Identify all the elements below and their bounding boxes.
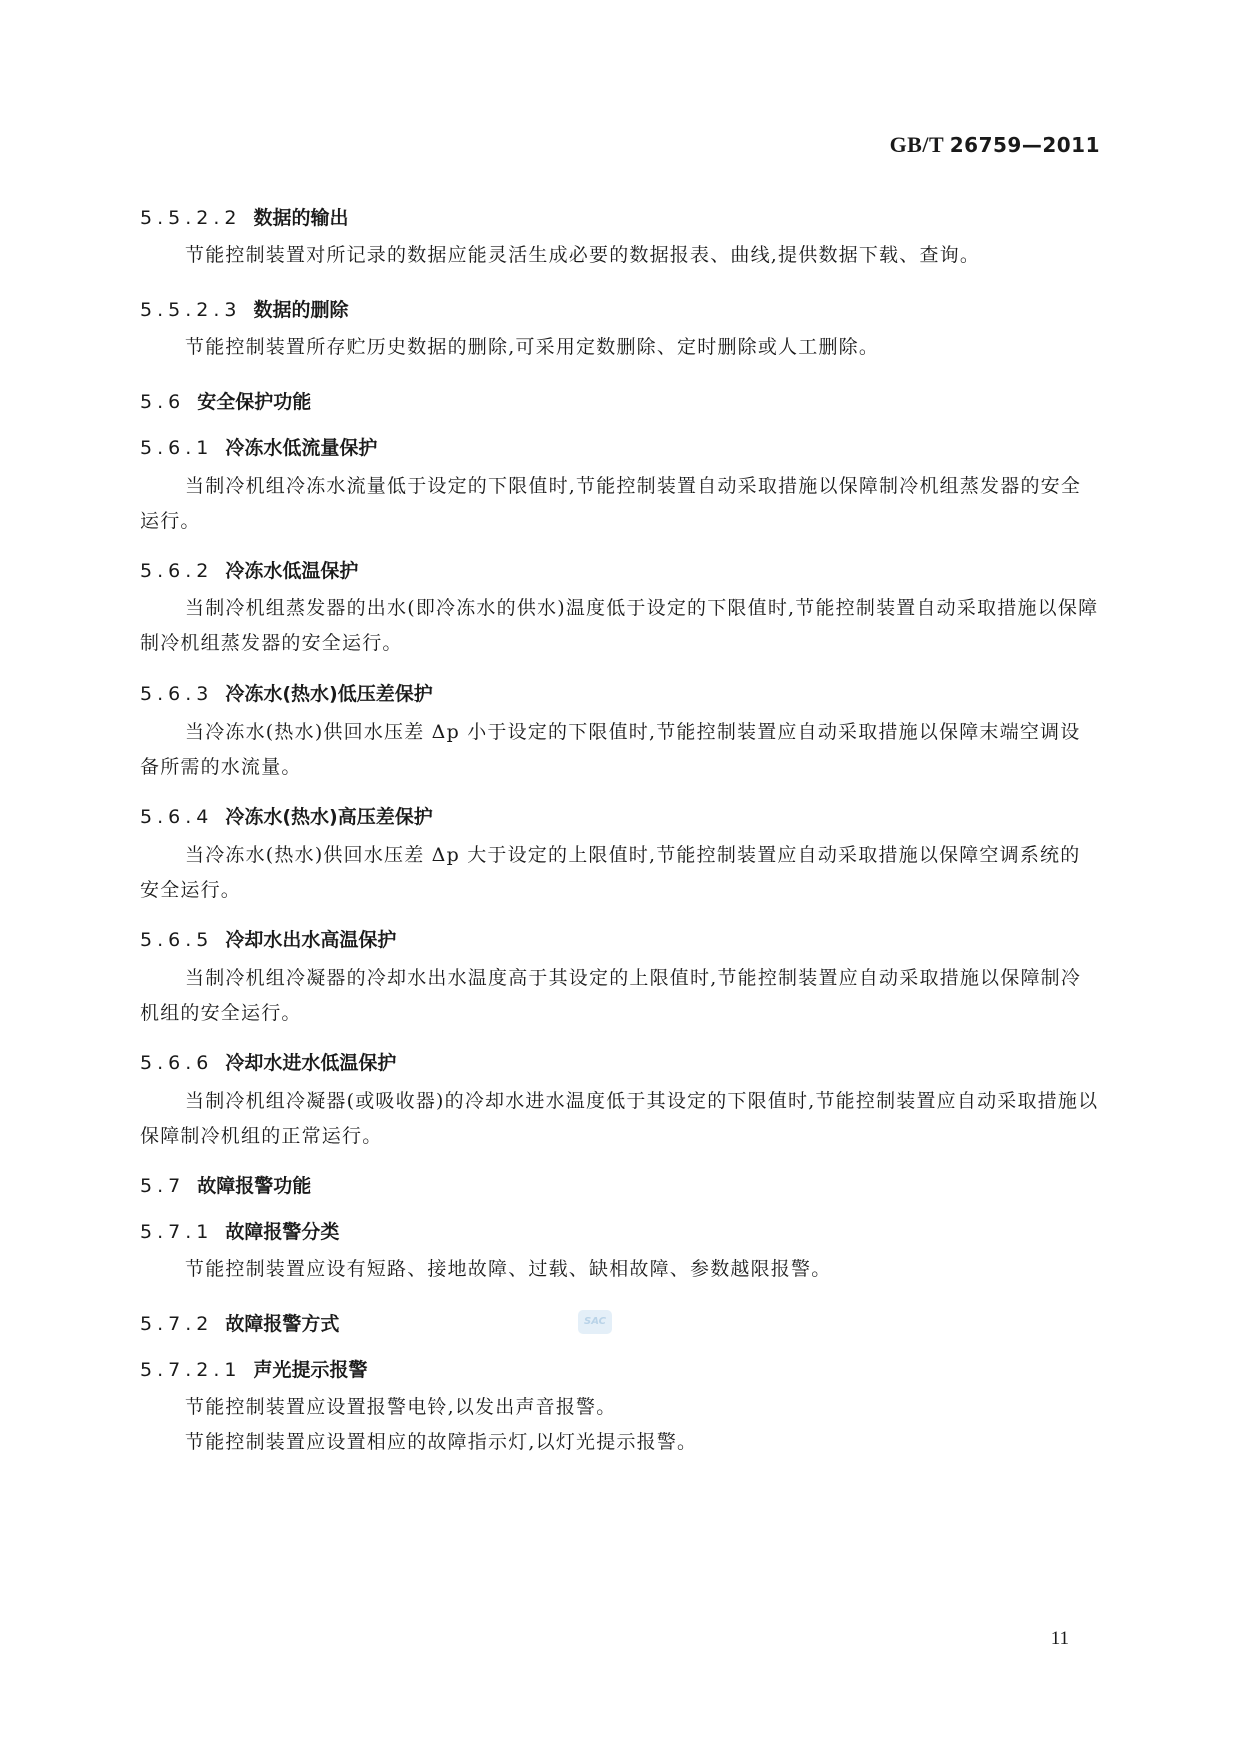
section-heading: [140, 681, 433, 707]
paragraph: 当制冷机组蒸发器的出水(即冷冻水的供水)温度低于设定的下限值时,节能控制装置自动采取措施以保障制冷机组蒸发器的安全运行。: [140, 597, 1099, 654]
section-title: 冷却水进水低温保护: [225, 1052, 397, 1074]
section-title: 冷冻水(热水)低压差保护: [225, 683, 433, 705]
section-title: 声光提示报警: [253, 1359, 368, 1381]
section-heading: [140, 205, 349, 231]
section-heading: [140, 804, 433, 830]
paragraph: 节能控制装置对所记录的数据应能灵活生成必要的数据报表、曲线,提供数据下载、查询。: [185, 244, 981, 266]
section-heading: [140, 927, 396, 953]
section-heading: [140, 435, 377, 461]
section-number: 5.6.3: [140, 683, 214, 705]
paragraph: 节能控制装置所存贮历史数据的删除,可采用定数删除、定时删除或人工删除。: [185, 336, 880, 358]
section-heading: [140, 297, 349, 323]
page-number: 11: [1050, 1628, 1069, 1649]
paragraph: 节能控制装置应设置报警电铃,以发出声音报警。: [185, 1396, 617, 1418]
section-number: 5.7.2.1: [140, 1359, 242, 1381]
section-title: 故障报警方式: [225, 1313, 340, 1335]
paragraph: 节能控制装置应设有短路、接地故障、过载、缺相故障、参数越限报警。: [185, 1258, 832, 1280]
section-number: 5.6: [140, 391, 186, 413]
standard-prefix: GB/T: [889, 132, 944, 157]
section-heading: [140, 1311, 339, 1337]
section-heading: [140, 1357, 368, 1383]
section-title: 故障报警功能: [197, 1175, 312, 1197]
section-title: 冷冻水低流量保护: [225, 437, 378, 459]
paragraph: 当制冷机组冷冻水流量低于设定的下限值时,节能控制装置自动采取措施以保障制冷机组蒸发器的安全运行。: [140, 475, 1082, 532]
section-number: 5.5.2.3: [140, 299, 242, 321]
section-title: 冷冻水(热水)高压差保护: [225, 806, 433, 828]
standard-code: 26759—2011: [949, 133, 1100, 157]
section-number: 5.6.4: [140, 806, 214, 828]
standard-number: [890, 132, 1100, 158]
section-title: 故障报警分类: [225, 1221, 340, 1243]
section-number: 5.6.2: [140, 560, 214, 582]
section-number: 5.7.2: [140, 1313, 214, 1335]
paragraph: 当制冷机组冷凝器的冷却水出水温度高于其设定的上限值时,节能控制装置应自动采取措施以保障制冷机组的安全运行。: [140, 967, 1082, 1024]
watermark-logo: SAC: [578, 1310, 612, 1334]
section-title: 冷却水出水高温保护: [225, 929, 397, 951]
section-heading: [140, 1173, 311, 1199]
section-heading: [140, 558, 358, 584]
section-number: 5.7.1: [140, 1221, 214, 1243]
section-number: 5.5.2.2: [140, 207, 242, 229]
section-heading: [140, 1219, 339, 1245]
section-number: 5.6.1: [140, 437, 214, 459]
section-heading: [140, 389, 311, 415]
section-title: 安全保护功能: [197, 391, 312, 413]
section-heading: [140, 1050, 396, 1076]
section-number: 5.7: [140, 1175, 186, 1197]
paragraph: 当制冷机组冷凝器(或吸收器)的冷却水进水温度低于其设定的下限值时,节能控制装置应自动采取措施以保障制冷机组的正常运行。: [140, 1090, 1099, 1147]
section-title: 数据的删除: [253, 299, 349, 321]
section-title: 数据的输出: [253, 207, 349, 229]
section-title: 冷冻水低温保护: [225, 560, 359, 582]
section-number: 5.6.5: [140, 929, 214, 951]
paragraph: 当冷冻水(热水)供回水压差 Δp 大于设定的上限值时,节能控制装置应自动采取措施以保障空调系统的安全运行。: [140, 844, 1081, 901]
section-number: 5.6.6: [140, 1052, 214, 1074]
paragraph: 节能控制装置应设置相应的故障指示灯,以灯光提示报警。: [185, 1431, 698, 1453]
paragraph: 当冷冻水(热水)供回水压差 Δp 小于设定的下限值时,节能控制装置应自动采取措施以保障末端空调设备所需的水流量。: [140, 721, 1081, 778]
